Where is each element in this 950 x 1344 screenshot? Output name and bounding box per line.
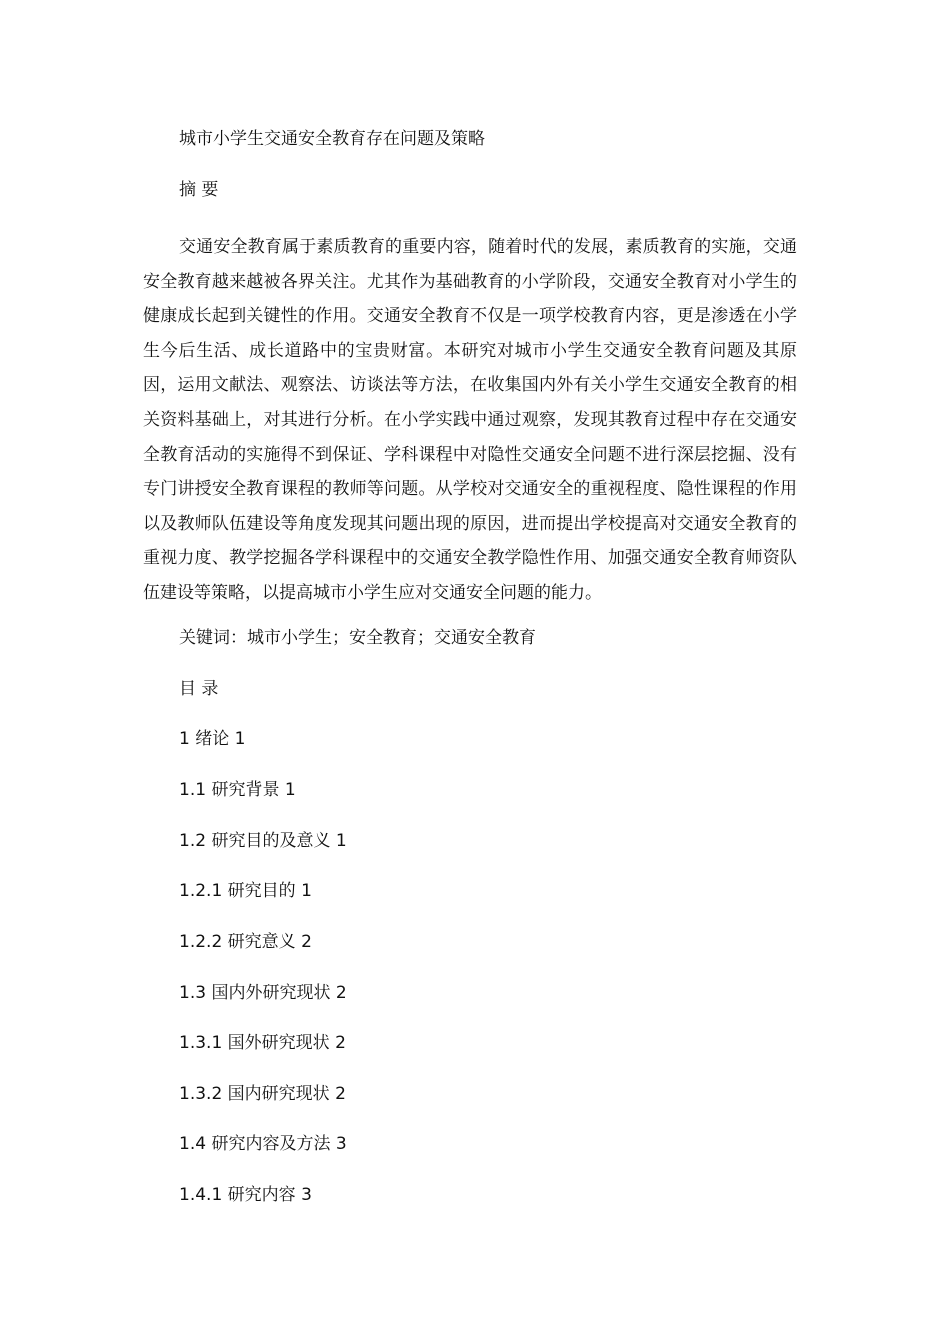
toc-item: 1.2.1 研究目的 1 [179, 881, 312, 901]
toc-item: 1.4.1 研究内容 3 [179, 1185, 312, 1205]
toc-item: 1 绪论 1 [179, 729, 246, 749]
toc-item: 1.3 国内外研究现状 2 [179, 983, 347, 1003]
toc-item: 1.4 研究内容及方法 3 [179, 1134, 347, 1154]
toc-item: 1.2 研究目的及意义 1 [179, 831, 347, 851]
keywords: 关键词：城市小学生；安全教育；交通安全教育 [179, 628, 536, 648]
abstract-text: 交通安全教育属于素质教育的重要内容，随着时代的发展，素质教育的实施，交通安全教育越来越被各界关注。尤其作为基础教育的小学阶段，交通安全教育对小学生的健康成长起到关键性的作用。交通安全教育不仅是一项学校教育内容，更是渗透在小学生今后生活、成长道路中的宝贵财富。本研究对城市小学生交通安全教育问题及其原因，运用文献法、观察法、访谈法等方法，在收集国内外有关小学生交通安全教育的相关资料基础上，对其进行分析。在小学实践中通过观察，发现其教育过程中存在交通安全教育活动的实施得不到保证、学科课程中对隐性交通安全问题不进行深层挖掘、没有专门讲授安全教育课程的教师等问题。从学校对交通安全的重视程度、隐性课程的作用以及教师队伍建设等角度发现其问题出现的原因，进而提出学校提高对交通安全教育的重视力度、教学挖掘各学科课程中的交通安全教学隐性作用、加强交通安全教育师资队伍建设等策略，以提高城市小学生应对交通安全问题的能力。 [143, 237, 797, 603]
toc-heading: 目 录 [179, 679, 219, 699]
toc-item: 1.3.2 国内研究现状 2 [179, 1084, 346, 1104]
abstract-heading: 摘 要 [179, 180, 219, 200]
toc-item: 1.3.1 国外研究现状 2 [179, 1033, 346, 1053]
toc-item: 1.2.2 研究意义 2 [179, 932, 312, 952]
document-title: 城市小学生交通安全教育存在问题及策略 [179, 129, 485, 149]
toc-item: 1.1 研究背景 1 [179, 780, 296, 800]
